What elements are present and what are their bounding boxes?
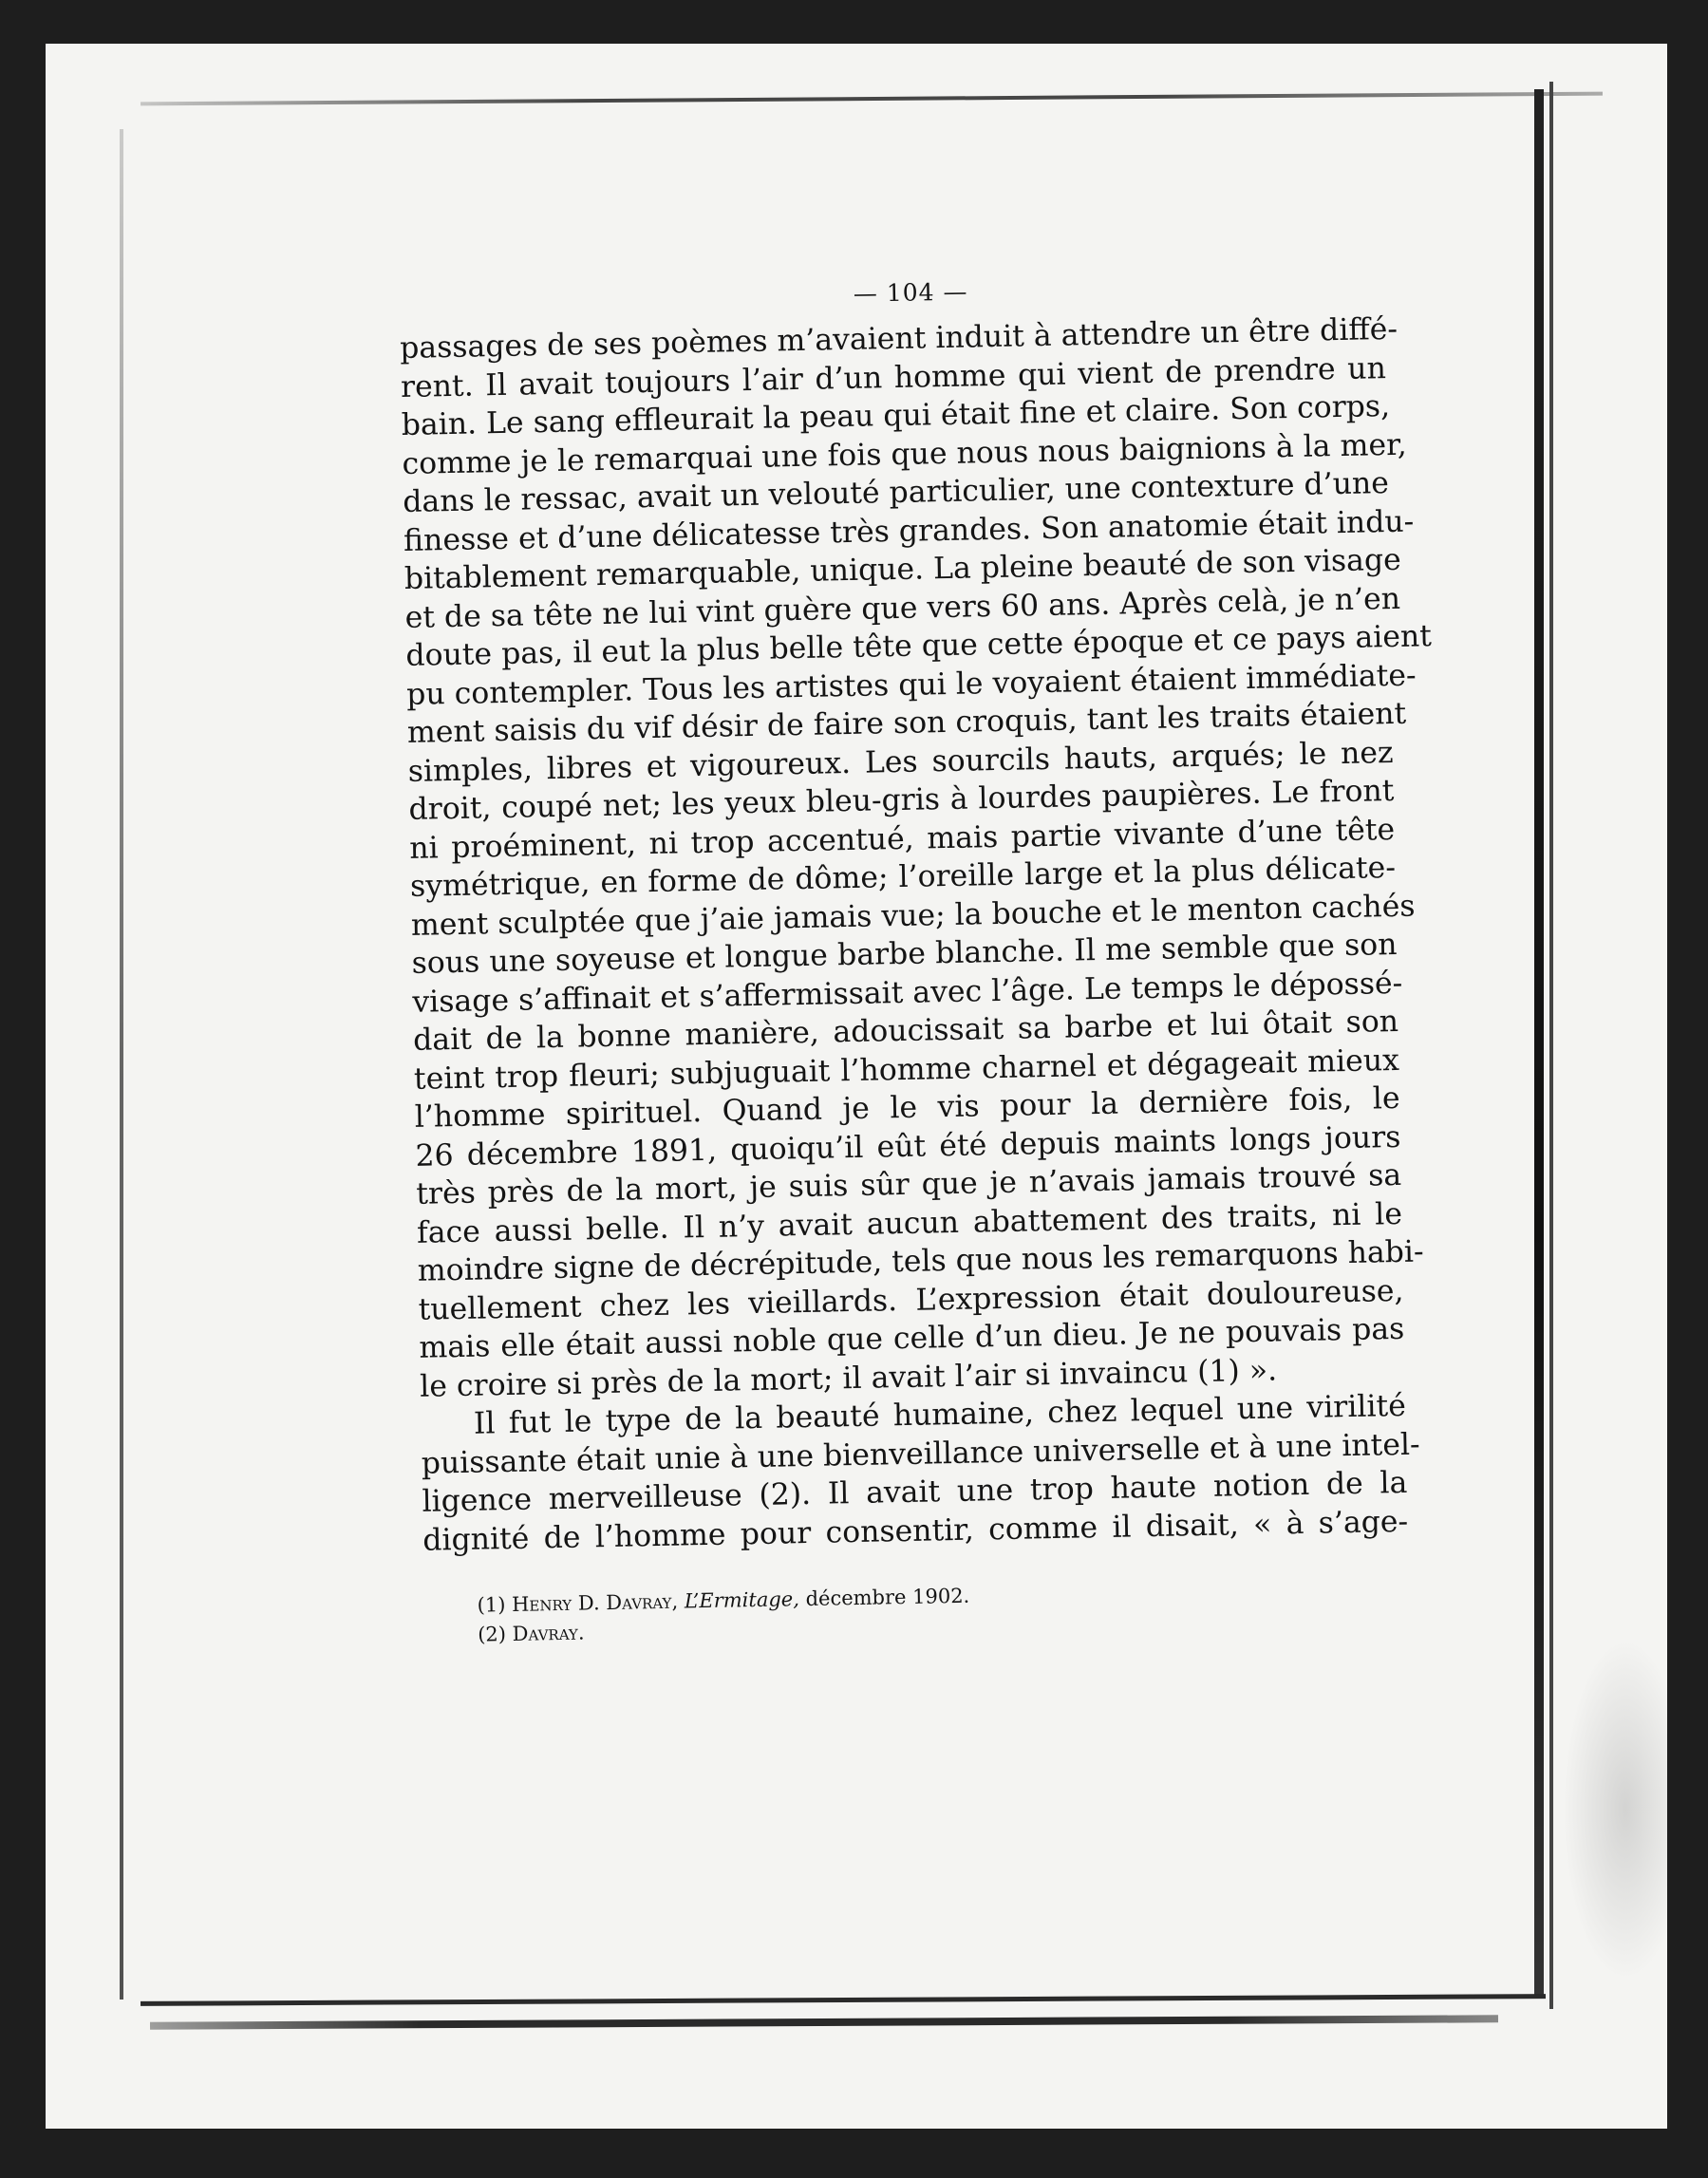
text-line: très près de la mort, je suis sûr que je n’avais jamais trouvé sa <box>415 1157 1402 1211</box>
text-line: bain. Le sang effleurait la peau qui était fine et claire. Son corps, <box>401 388 1391 442</box>
text-line: ment sculptée que j’aie jamais vue; la bouche et le menton cachés <box>410 889 1416 943</box>
footnote-mark: (1) <box>477 1593 506 1617</box>
scan-smudge <box>1563 1639 1667 1981</box>
text-line: l’homme spirituel. Quand je le vis pour la dernière fois, le <box>414 1080 1400 1135</box>
text-line: dans le ressac, avait un velouté particulier, une contexture d’une <box>402 466 1390 519</box>
footnote-detail: décembre 1902. <box>805 1584 970 1611</box>
text-line: le croire si près de la mort; il avait l’air si invaincu (1) ». <box>419 1352 1278 1404</box>
text-line: ment saisis du vif désir de faire son croquis, tant les traits étaient <box>406 696 1407 750</box>
text-line: puissante était unie à une bienveillance universelle et à une intel- <box>421 1427 1420 1481</box>
book-edge-bottom <box>141 1994 1546 2006</box>
text-line: finesse et d’une délicatesse très grandes. Son anatomie était indu- <box>403 504 1415 558</box>
text-line: doute pas, il eut la plus belle tête que cette époque et ce pays aient <box>405 619 1433 673</box>
text-line: dait de la bonne manière, adoucissait sa barbe et lui ôtait son <box>412 1004 1399 1058</box>
book-edge-top <box>141 92 1603 106</box>
footnote-mark: (2) <box>478 1623 507 1646</box>
text-column <box>399 270 1433 1651</box>
text-line: symétrique, en forme de dôme; l’oreille large et la plus délicate- <box>409 850 1397 904</box>
footnotes <box>423 1573 1410 1651</box>
book-edge-bottom-shadow <box>150 2015 1498 2029</box>
book-edge-right <box>1534 89 1544 1998</box>
book-edge-left <box>120 129 123 2000</box>
text-line: simples, libres et vigoureux. Les sourcils hauts, arqués; le nez <box>407 735 1394 789</box>
text-line: et de sa tête ne lui vint guère que vers 60 ans. Après celà, je n’en <box>404 581 1401 635</box>
text-line: dignité de l’homme pour consentir, comme il disait, « à s’age- <box>422 1504 1409 1558</box>
text-line: mais elle était aussi noble que celle d’un dieu. Je ne pouvais pas <box>419 1311 1405 1365</box>
text-line: ni proéminent, ni trop accentué, mais partie vivante d’une tête <box>408 812 1396 866</box>
page-number: — 104 — <box>853 277 968 308</box>
footnote-author: Davray. <box>512 1621 585 1645</box>
text-line: visage s’affinait et s’affermissait avec l’âge. Le temps le dépossé- <box>412 966 1403 1020</box>
text-line: Il fut le type de la beauté humaine, chez lequel une virilité <box>473 1388 1407 1441</box>
body-text <box>399 310 1433 1560</box>
photocopy-sheet <box>46 44 1667 2129</box>
footnote-author: Henry D. Davray, <box>511 1589 679 1616</box>
text-line: tuellement chez les vieillards. L’expression était douloureuse, <box>418 1273 1404 1327</box>
book-edge-right-inner <box>1549 82 1553 2009</box>
text-line: droit, coupé net; les yeux bleu-gris à lourdes paupières. Le front <box>408 773 1395 827</box>
text-line: rent. Il avait toujours l’air d’un homme qui vient de prendre un <box>400 350 1387 404</box>
text-line: sous une soyeuse et longue barbe blanche. Il me semble que son <box>411 927 1398 981</box>
text-line: pu contempler. Tous les artistes qui le voyaient étaient immédiate- <box>405 658 1417 712</box>
text-line: ligence merveilleuse (2). Il avait une trop haute notion de la <box>422 1465 1408 1519</box>
footnote-work: L’Ermitage, <box>684 1587 800 1613</box>
text-line: face aussi belle. Il n’y avait aucun abattement des traits, ni le <box>416 1196 1403 1250</box>
text-line: comme je le remarquai une fois que nous nous baignions à la mer, <box>402 427 1407 481</box>
text-line: bitablement remarquable, unique. La pleine beauté de son visage <box>404 542 1402 596</box>
text-line: moindre signe de décrépitude, tels que nous les remarquons habi- <box>417 1234 1424 1288</box>
text-line: teint trop fleuri; subjuguait l’homme charnel et dégageait mieux <box>413 1042 1400 1097</box>
text-line: 26 décembre 1891, quoiqu’il eût été depuis maints longs jours <box>415 1119 1401 1173</box>
text-line: passages de ses poèmes m’avaient induit à attendre un être diffé- <box>399 311 1398 366</box>
